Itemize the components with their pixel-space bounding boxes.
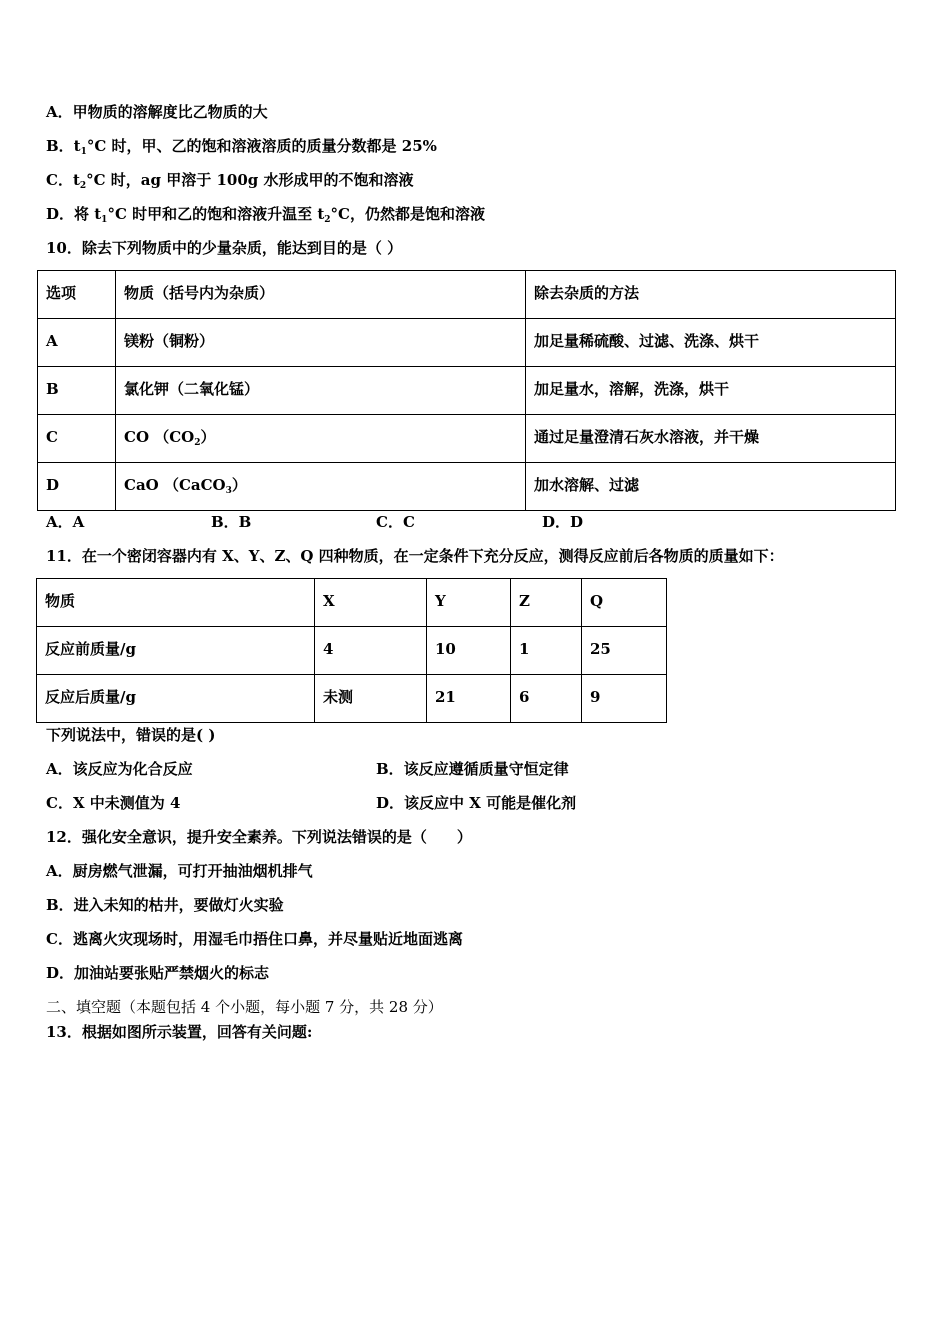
q11-stem: 11．在一个密闭容器内有 X、Y、Z、Q 四种物质，在一定条件下充分反应，测得反应前后各物质的质量如下： bbox=[46, 547, 784, 565]
table-header-cell: X bbox=[315, 579, 427, 627]
q9-option-d: D．将 $t_1^\circ C$ 时甲和乙的饱和溶液升温至 $t_2^\circ C$，仍然都是饱和溶液 bbox=[46, 205, 485, 225]
q9-option-b: B．$t_1^\circ C$ 时，甲、乙的饱和溶液溶质的质量分数都是 25% bbox=[46, 137, 437, 157]
table-cell: 4 bbox=[315, 627, 427, 675]
q10-answer-c: C．C bbox=[376, 513, 415, 531]
table-cell: 镁粉（铜粉） bbox=[116, 319, 526, 367]
table-cell: CaO （CaCO$_3$） bbox=[116, 463, 526, 511]
q12-option-a: A．厨房燃气泄漏，可打开抽油烟机排气 bbox=[46, 862, 313, 880]
table-cell: B bbox=[38, 367, 116, 415]
table-cell: 加足量稀硫酸、过滤、洗涤、烘干 bbox=[526, 319, 896, 367]
q10-answer-a: A．A bbox=[46, 513, 85, 531]
table-header-cell: Q bbox=[582, 579, 667, 627]
table-cell: D bbox=[38, 463, 116, 511]
q9-option-c: C．$t_2^\circ C$ 时，ag 甲溶于 100g 水形成甲的不饱和溶液 bbox=[46, 171, 414, 191]
table-cell: 9 bbox=[582, 675, 667, 723]
q11-prompt: 下列说法中，错误的是( ) bbox=[46, 726, 216, 744]
q11-option-d: D．该反应中 X 可能是催化剂 bbox=[376, 794, 577, 812]
table-header-cell: 选项 bbox=[38, 271, 116, 319]
table-header-cell: Y bbox=[427, 579, 511, 627]
table-row bbox=[37, 675, 667, 723]
table-header-cell: 物质（括号内为杂质） bbox=[116, 271, 526, 319]
table-cell: A bbox=[38, 319, 116, 367]
q10-stem: 10．除去下列物质中的少量杂质，能达到目的是（ ） bbox=[46, 239, 403, 257]
table-cell: 加足量水，溶解，洗涤，烘干 bbox=[526, 367, 896, 415]
table-cell: 加水溶解、过滤 bbox=[526, 463, 896, 511]
q12-option-c: C．逃离火灾现场时，用湿毛巾捂住口鼻，并尽量贴近地面逃离 bbox=[46, 930, 463, 948]
table-row bbox=[38, 367, 896, 415]
table-row bbox=[38, 319, 896, 367]
q9-option-a: A．甲物质的溶解度比乙物质的大 bbox=[46, 103, 268, 121]
table-cell: 10 bbox=[427, 627, 511, 675]
table-header-row bbox=[38, 271, 896, 319]
q11-option-b: B．该反应遵循质量守恒定律 bbox=[376, 760, 569, 778]
table-header-cell: 物质 bbox=[37, 579, 315, 627]
table-cell: 反应前质量/g bbox=[37, 627, 315, 675]
table-header-cell: 除去杂质的方法 bbox=[526, 271, 896, 319]
table-cell: C bbox=[38, 415, 116, 463]
q13-stem: 13．根据如图所示装置，回答有关问题: bbox=[46, 1023, 313, 1041]
table-cell: 21 bbox=[427, 675, 511, 723]
table-cell: 反应后质量/g bbox=[37, 675, 315, 723]
q12-option-d: D．加油站要张贴严禁烟火的标志 bbox=[46, 964, 270, 982]
q11-option-a: A．该反应为化合反应 bbox=[46, 760, 193, 778]
q12-option-b: B．进入未知的枯井，要做灯火实验 bbox=[46, 896, 284, 914]
q12-stem: 12．强化安全意识，提升安全素养。下列说法错误的是（ ） bbox=[46, 828, 472, 846]
table-cell: 氯化钾（二氧化锰） bbox=[116, 367, 526, 415]
table-cell: 1 bbox=[511, 627, 582, 675]
q10-table bbox=[37, 270, 896, 511]
table-cell: CO $(CO_2)$ bbox=[116, 415, 526, 463]
table-cell: 25 bbox=[582, 627, 667, 675]
q10-answer-d: D．D bbox=[542, 513, 584, 531]
q11-option-c: C．X 中未测值为 4 bbox=[46, 794, 181, 812]
table-row bbox=[37, 627, 667, 675]
table-cell: 未测 bbox=[315, 675, 427, 723]
section-heading: 二、填空题（本题包括 4 个小题，每小题 7 分，共 28 分） bbox=[46, 998, 443, 1016]
table-row bbox=[38, 463, 896, 511]
table-header-cell: Z bbox=[511, 579, 582, 627]
table-row bbox=[38, 415, 896, 463]
table-cell: 通过足量澄清石灰水溶液，并干燥 bbox=[526, 415, 896, 463]
table-header-row bbox=[37, 579, 667, 627]
q11-table bbox=[36, 578, 667, 723]
q10-answer-b: B．B bbox=[211, 513, 252, 531]
table-cell: 6 bbox=[511, 675, 582, 723]
